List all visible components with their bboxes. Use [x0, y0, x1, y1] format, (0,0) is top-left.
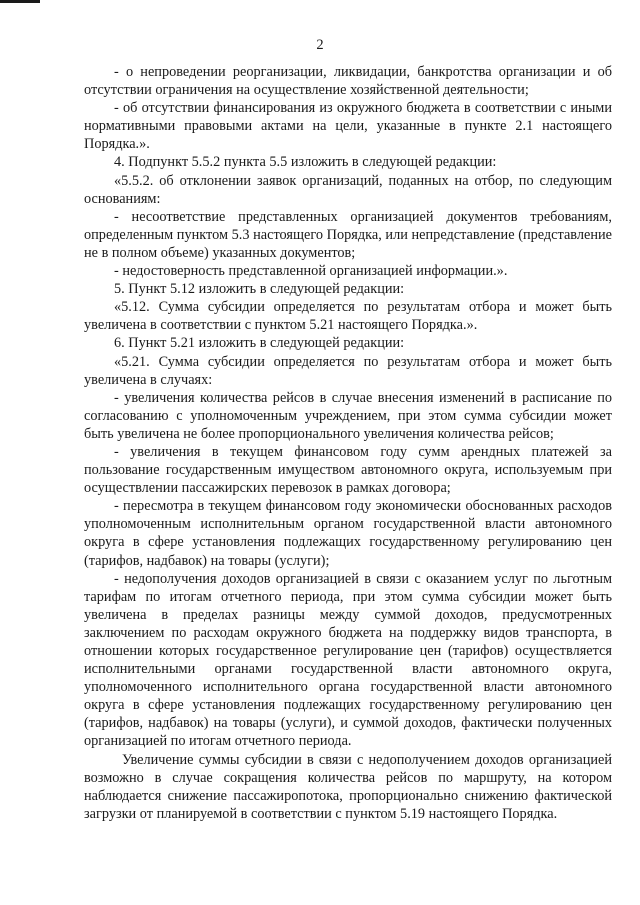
paragraph-cost-revision: - пересмотра в текущем финансовом году экономически обоснованных расходов уполномоченным исполнительным органом государственной власти автономного округа в сфере установления подлежащих государственному регулированию цен (тарифов, надбавок) на товары (услуги); [84, 498, 612, 569]
paragraph-inaccuracy: - недостоверность представленной организацией информации.». [114, 263, 508, 280]
paragraph-no-reorganization: - о непроведении реорганизации, ликвидации, банкротства организации и об отсутствии ограничения на осуществление хозяйственной деятельности; [84, 64, 612, 99]
paragraph-no-funding: - об отсутствии финансирования из окружного бюджета в соответствии с иными нормативными правовыми актами на цели, указанные в пункте 2.1 настоящего Порядка.». [84, 100, 612, 153]
paragraph-trips-increase: - увеличения количества рейсов в случае внесения изменений в расписание по согласованию с уполномоченным учреждением, при этом сумма субсидии может быть увеличена не более пропорционального увеличения количества рейсов; [84, 389, 612, 442]
page-number: 2 [316, 37, 324, 53]
paragraph-revenue-shortfall: - недополучения доходов организацией в связи с оказанием услуг по льготным тарифам по итогам отчетного периода, при этом сумма субсидии может быть увеличена в пределах разницы между суммой доходов, предусмотренных заключением по расходам окружного бюджета на поддержку видов транспорта, в отношении которых государственное регулирование цен (тарифов) осуществляется исполнительными органами государственной власти автономного округа, уполномоченного исполнительного органа государственной власти автономного округа в сфере установления подлежащих государственному регулированию цен (тарифов, надбавок) на товары (услуги), и суммой доходов, фактически полученных организацией по итогам отчетного периода. [84, 570, 612, 750]
paragraph-clause-5-12: «5.12. Сумма субсидии определяется по результатам отбора и может быть увеличена в соответствии с пунктом 5.21 настоящего Порядка.». [84, 299, 612, 334]
paragraph-item-6: 6. Пункт 5.21 изложить в следующей редакции: [114, 335, 405, 352]
paragraph-item-4: 4. Подпункт 5.5.2 пункта 5.5 изложить в следующей редакции: [114, 154, 497, 171]
document-body [84, 63, 612, 823]
paragraph-clause-5-21: «5.21. Сумма субсидии определяется по результатам отбора и может быть увеличена в случаях: [84, 353, 612, 388]
paragraph-subsidy-increase-condition: Увеличение суммы субсидии в связи с недополучением доходов организацией возможно в случае сокращения количества рейсов по маршруту, на котором наблюдается снижение пассажиропотока, пропорционально снижению фактической загрузки от планируемой в соответствии с пунктом 5.19 настоящего Порядка. [84, 751, 612, 822]
paragraph-item-5: 5. Пункт 5.12 изложить в следующей редакции: [114, 281, 405, 298]
scan-corner-mark [0, 0, 40, 3]
paragraph-clause-5-5-2: «5.5.2. об отклонении заявок организаций, поданных на отбор, по следующим основаниям: [84, 172, 612, 207]
paragraph-noncompliance: - несоответствие представленных организацией документов требованиям, определенным пунктом 5.3 настоящего Порядка, или непредставление (представление не в полном объеме) указанных документов; [84, 208, 612, 261]
paragraph-rent-increase: - увеличения в текущем финансовом году сумм арендных платежей за пользование государственным имуществом автономного округа, используемым при осуществлении пассажирских перевозок в рамках договора; [84, 443, 612, 497]
